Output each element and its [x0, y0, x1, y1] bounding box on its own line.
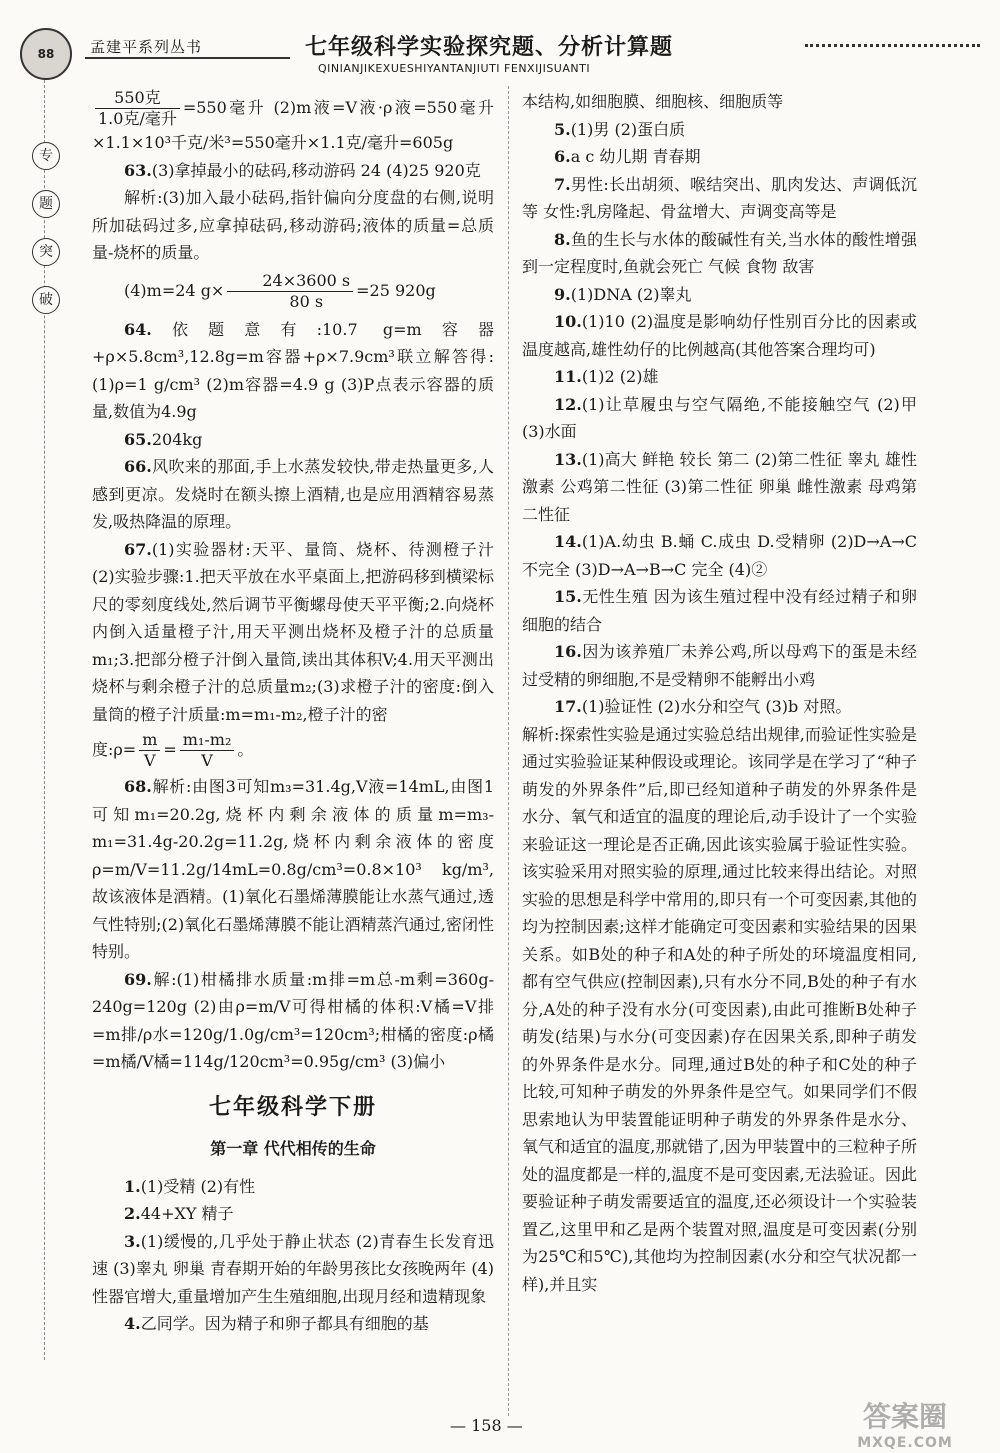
book-title-pinyin: QINIANJIKEXUESHIYANTANJIUTI FENXIJISUANTI	[318, 62, 591, 75]
answer-63-explanation: 解析:(3)加入最小砝码,指针偏向分度盘的右侧,说明所加砝码过多,应拿掉砝码,移动游码;液体的质量=总质量-烧杯的质量。	[92, 188, 494, 262]
answer-c7: 7.男性:长出胡须、喉结突出、肌肉发达、声调低沉等 女性:乳房隆起、骨盆增大、声调变高等是	[522, 174, 917, 221]
answer-63-formula: (4)m=24 g× $\frac{24\times 3600 s}{80 s}$ =25 920g	[124, 270, 436, 311]
answer-69: 69.解:(1)柑橘排水质量:m排=m总-m剩=360g-240g=120g (2)由ρ=m/V可得柑橘的体积:V橘=V排=m排/ρ水=120g/1.0g/cm³=120cm³;柑橘的密度:ρ橘=m橘/V橘=114g/120cm³=0.95g/cm³ (3)偏小	[92, 969, 494, 1071]
book-title: 七年级科学实验探究题、分析计算题	[305, 34, 674, 60]
answer-c1: 1.(1)受精 (2)有性	[124, 1176, 256, 1196]
answer-c4-continued: 本结构,如细胞膜、细胞核、细胞质等	[522, 92, 784, 111]
right-column	[522, 88, 917, 1298]
answer-c15: 15.无性生殖 因为该生殖过程中没有经过精子和卵细胞的结合	[522, 587, 917, 634]
answer-c5: 5.(1)男 (2)蛋白质	[554, 119, 686, 139]
answer-c12: 12.(1)让草履虫与空气隔绝,不能接触空气 (2)甲 (3)水面	[522, 394, 917, 441]
answer-c2: 2.44+XY 精子	[124, 1204, 234, 1223]
section-title: 七年级科学下册	[208, 1094, 377, 1120]
answer-c4: 4.乙同学。因为精子和卵子都具有细胞的基	[124, 1314, 429, 1333]
side-badge-ti: 题	[32, 190, 60, 218]
page-number: — 158 —	[450, 1416, 523, 1435]
answer-62-continued: $\frac{\text{550克}}{\text{1.0克/毫升}}$ =550毫升 (2)m液=V液·ρ液=550毫升×1.1×10³千克/米³=550毫升×1.1克/毫升=605g	[92, 88, 494, 152]
answer-c14: 14.(1)A.幼虫 B.蛹 C.成虫 D.受精卵 (2)D→A→C 不完全 (3)D→A→B→C 完全 (4)②	[522, 532, 917, 579]
side-badge-po: 破	[32, 286, 60, 314]
fraction: $\frac{24\times 3600 s}{80 s}$	[227, 271, 353, 312]
answer-64: 64.依题意有:10.7 g=m容器+ρ×5.8cm³,12.8g=m容器+ρ×7.9cm³联立解答得:(1)ρ=1 g/cm³ (2)m容器=4.9 g (3)P点表示容器的质量,数值为4.9g	[92, 319, 494, 421]
answer-67-formula: 度:ρ= $\frac{m}{V}$ = $\frac{\text{m₁-m₂}}{V}$ 。	[92, 730, 254, 770]
page-header	[0, 0, 1000, 80]
answer-c10: 10.(1)10 (2)温度是影响幼仔性别百分比的因素或温度越高,雄性幼仔的比例越高(其他答案合理均可)	[522, 312, 917, 359]
header-rule	[85, 57, 290, 59]
answer-c13: 13.(1)高大 鲜艳 较长 第二 (2)第二性征 睾丸 雄性激素 公鸡第二性征 (3)第二性征 卵巢 雌性激素 母鸡第二性征	[522, 449, 917, 524]
fraction: $\frac{\text{550克}}{\text{1.0克/毫升}}$	[95, 88, 180, 129]
answer-67: 67.(1)实验器材:天平、量筒、烧杯、待测橙子汁 (2)实验步骤:1.把天平放在水平桌面上,把游码移到横梁标尺的零刻度线处,然后调节平衡螺母使天平平衡;2.向烧杯内倒入适量橙子汁,用天平测出烧杯及橙子汁的总质量m₁;3.把部分橙子汁倒入量筒,读出其体积V;4.用天平测出烧杯与剩余橙子汁的总质量m₂;(3)求橙子汁的密度:倒入量筒的橙子汁质量:m=m₁-m₂,橙子汁的密	[92, 539, 494, 724]
header-dotted-rule	[805, 44, 980, 47]
fraction: $\frac{\text{m₁-m₂}}{V}$	[180, 730, 235, 771]
side-badge-tu: 突	[32, 238, 60, 266]
answer-66: 66.风吹来的那面,手上水蒸发较快,带走热量更多,人感到更凉。发烧时在额头擦上酒精,也是应用酒精容易蒸发,吸热降温的原理。	[92, 457, 494, 531]
series-name: 孟建平系列丛书	[90, 38, 203, 56]
left-column	[92, 88, 494, 1338]
answer-c9: 9.(1)DNA (2)睾丸	[554, 284, 692, 304]
answer-c6: 6.a c 幼儿期 青春期	[554, 147, 701, 166]
fraction: $\frac{m}{V}$	[139, 730, 160, 771]
answer-c16: 16.因为该养殖厂未养公鸡,所以母鸡下的蛋是未经过受精的卵细胞,不是受精卵不能孵出小鸡	[522, 642, 917, 689]
side-decoration-line	[44, 80, 45, 1360]
answer-63: 63.(3)拿掉最小的砝码,移动游码 24 (4)25 920克	[124, 160, 481, 180]
chapter-title: 第一章 代代相传的生命	[210, 1139, 376, 1158]
answer-65: 65.204kg	[124, 429, 203, 449]
answer-c11: 11.(1)2 (2)雄	[554, 367, 659, 386]
answer-c17: 17.(1)验证性 (2)水分和空气 (3)b 对照。	[554, 697, 852, 716]
side-badge-zhuan: 专	[32, 142, 60, 170]
answer-c8: 8.鱼的生长与水体的酸碱性有关,当水体的酸性增强到一定程度时,鱼就会死亡 气候 食物 敌害	[522, 229, 917, 276]
watermark-logo: 答案圈 MXQE.COM	[857, 1400, 953, 1451]
answer-c3: 3.(1)缓慢的,几乎处于静止状态 (2)青春生长发育迅速 (3)睾丸 卵巢 青春期开始的年龄男孩比女孩晚两年 (4)性器官增大,重量增加产生生殖细胞,出现月经和遗精现象	[92, 1231, 494, 1306]
answer-68: 68.解析:由图3可知m₃=31.4g,V液=14mL,由图1可知m₁=20.2g,烧杯内剩余液体的质量m=m₃-m₁=31.4g-20.2g=11.2g,烧杯内剩余液体的密度ρ=m/V=11.2g/14mL=0.8g/cm³=0.8×10³ kg/m³,故该液体是酒精。(1)氧化石墨烯薄膜能让水蒸气通过,透气性特别;(2)氧化石墨烯薄膜不能让酒精蒸汽通过,密闭性特别。	[92, 777, 494, 961]
column-divider	[508, 86, 509, 1416]
series-seal-logo: 88	[20, 28, 72, 80]
answer-c17-explanation: 解析:探索性实验是通过实验总结出规律,而验证性实验是通过实验验证某种假设或理论。该同学是在学习了“种子萌发的外界条件”后,即已经知道种子萌发的外界条件是水分、氧气和适宜的温度的理论后,动手设计了一个实验来验证这一理论是否正确,因此该实验属于验证性实验。该实验采用对照实验的原理,通过比较来得出结论。对照实验的思想是科学中常用的,即只有一个可变因素,其他的均为控制因素;这样才能确定可变因素和实验结果的因果关系。如B处的种子和A处的种子所处的环境温度相同,都有空气供应(控制因素),只有水分不同,B处的种子有水分,A处的种子没有水分(可变因素),由此可推断B处种子萌发(结果)与水分(可变因素)存在因果关系,即种子萌发的外界条件是水分。同理,通过B处的种子和C处的种子比较,可知种子萌发的外界条件是空气。如果同学们不假思索地认为甲装置能证明种子萌发的外界条件是水分、氧气和适宜的温度,那就错了,因为甲装置中的三粒种子所处的温度都是一样的,温度不是可变因素,无法验证。因此要验证种子萌发需要适宜的温度,还必须设计一个实验装置乙,这里甲和乙是两个装置对照,温度是可变因素(分别为25℃和5℃),其他均为控制因素(水分和空气状况都一样),并且实	[522, 724, 917, 1294]
